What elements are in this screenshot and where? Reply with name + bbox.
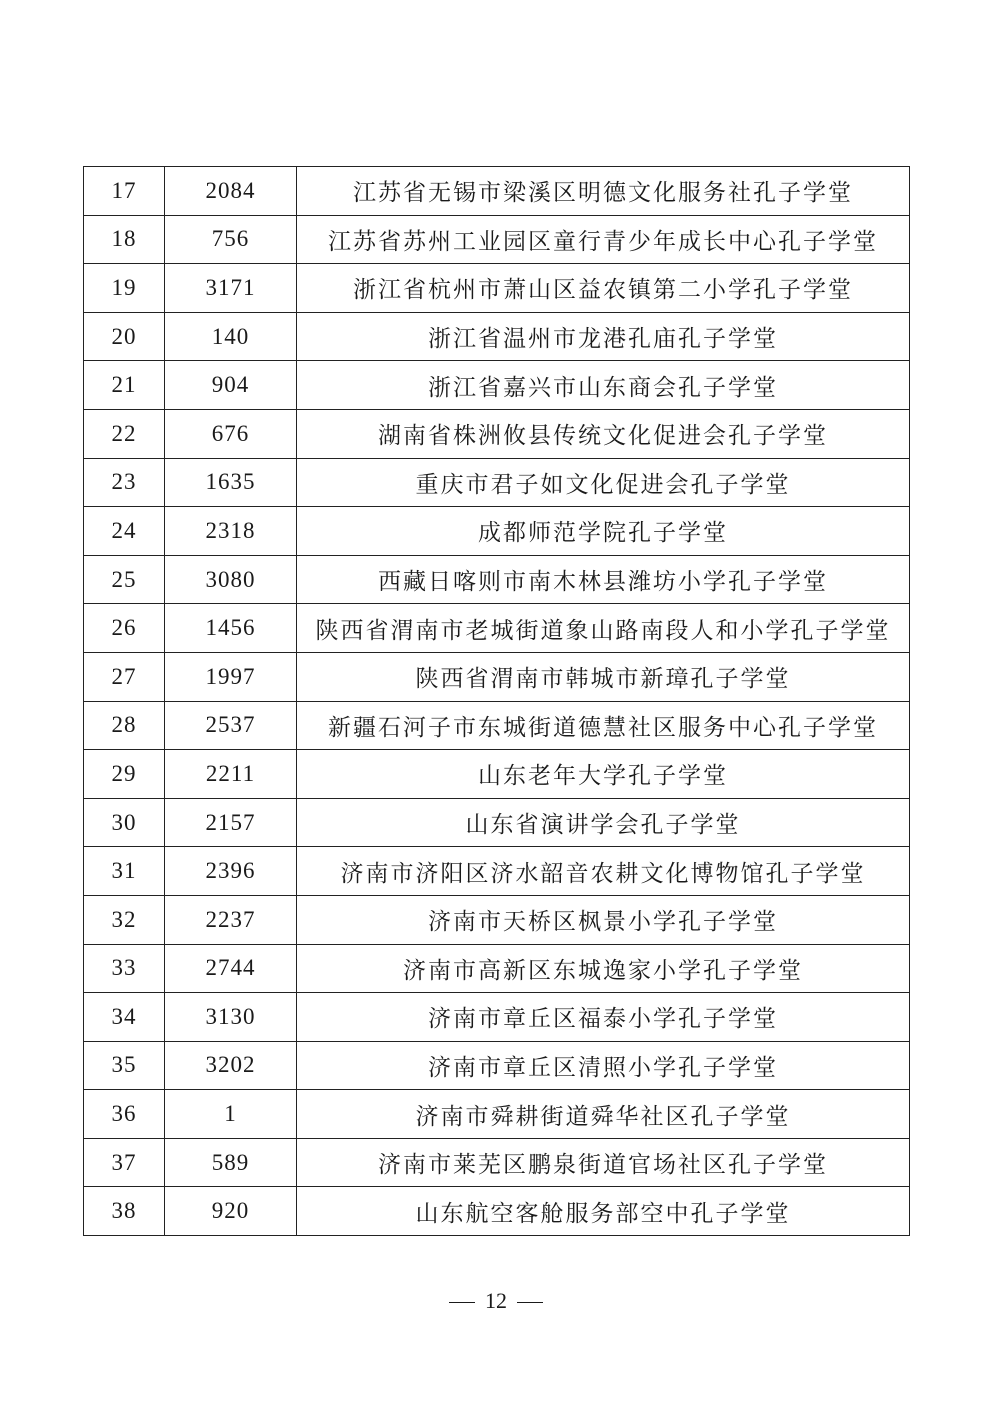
row-code: 2744 (165, 944, 297, 993)
row-code: 2318 (165, 507, 297, 556)
row-name: 山东老年大学孔子学堂 (297, 750, 910, 799)
table-row (84, 847, 910, 896)
table-row (84, 1187, 910, 1236)
row-number: 30 (84, 798, 165, 847)
row-number: 38 (84, 1187, 165, 1236)
row-name: 重庆市君子如文化促进会孔子学堂 (297, 458, 910, 507)
row-number: 31 (84, 847, 165, 896)
row-name: 西藏日喀则市南木林县潍坊小学孔子学堂 (297, 555, 910, 604)
table-row (84, 507, 910, 556)
row-name: 新疆石河子市东城街道德慧社区服务中心孔子学堂 (297, 701, 910, 750)
table-row (84, 993, 910, 1042)
row-number: 20 (84, 312, 165, 361)
table-row (84, 701, 910, 750)
row-number: 32 (84, 895, 165, 944)
page-number: 12 (485, 1288, 507, 1313)
row-code: 1 (165, 1090, 297, 1139)
row-number: 33 (84, 944, 165, 993)
row-name: 济南市章丘区福泰小学孔子学堂 (297, 993, 910, 1042)
row-name: 浙江省嘉兴市山东商会孔子学堂 (297, 361, 910, 410)
row-code: 3130 (165, 993, 297, 1042)
row-number: 23 (84, 458, 165, 507)
row-name: 济南市济阳区济水韶音农耕文化博物馆孔子学堂 (297, 847, 910, 896)
table-row (84, 167, 910, 216)
row-number: 22 (84, 409, 165, 458)
row-code: 589 (165, 1138, 297, 1187)
row-code: 676 (165, 409, 297, 458)
table-row (84, 312, 910, 361)
table-row (84, 944, 910, 993)
table-row (84, 1041, 910, 1090)
row-code: 2237 (165, 895, 297, 944)
row-name: 济南市舜耕街道舜华社区孔子学堂 (297, 1090, 910, 1139)
row-number: 26 (84, 604, 165, 653)
row-code: 2396 (165, 847, 297, 896)
row-number: 21 (84, 361, 165, 410)
table-row (84, 750, 910, 799)
row-number: 27 (84, 652, 165, 701)
table-row (84, 409, 910, 458)
row-code: 920 (165, 1187, 297, 1236)
row-number: 28 (84, 701, 165, 750)
table-row (84, 604, 910, 653)
row-name: 浙江省杭州市萧山区益农镇第二小学孔子学堂 (297, 264, 910, 313)
row-name: 陕西省渭南市老城街道象山路南段人和小学孔子学堂 (297, 604, 910, 653)
row-number: 29 (84, 750, 165, 799)
row-name: 江苏省苏州工业园区童行青少年成长中心孔子学堂 (297, 215, 910, 264)
table-row (84, 652, 910, 701)
row-code: 2084 (165, 167, 297, 216)
row-number: 24 (84, 507, 165, 556)
table-row (84, 361, 910, 410)
row-code: 3202 (165, 1041, 297, 1090)
table-row (84, 1138, 910, 1187)
row-code: 3171 (165, 264, 297, 313)
row-code: 2211 (165, 750, 297, 799)
left-dash (449, 1302, 475, 1303)
row-name: 山东省演讲学会孔子学堂 (297, 798, 910, 847)
row-number: 18 (84, 215, 165, 264)
row-name: 江苏省无锡市梁溪区明德文化服务社孔子学堂 (297, 167, 910, 216)
row-code: 140 (165, 312, 297, 361)
row-code: 1997 (165, 652, 297, 701)
row-name: 济南市章丘区清照小学孔子学堂 (297, 1041, 910, 1090)
row-number: 19 (84, 264, 165, 313)
row-number: 17 (84, 167, 165, 216)
table-body (84, 167, 910, 1236)
right-dash (517, 1302, 543, 1303)
row-code: 756 (165, 215, 297, 264)
row-number: 25 (84, 555, 165, 604)
table-row (84, 555, 910, 604)
row-name: 陕西省渭南市韩城市新璋孔子学堂 (297, 652, 910, 701)
row-code: 904 (165, 361, 297, 410)
row-name: 济南市莱芜区鹏泉街道官场社区孔子学堂 (297, 1138, 910, 1187)
table-row (84, 798, 910, 847)
row-code: 2537 (165, 701, 297, 750)
row-code: 2157 (165, 798, 297, 847)
row-code: 1635 (165, 458, 297, 507)
row-number: 37 (84, 1138, 165, 1187)
table-row (84, 458, 910, 507)
row-name: 湖南省株洲攸县传统文化促进会孔子学堂 (297, 409, 910, 458)
row-name: 济南市高新区东城逸家小学孔子学堂 (297, 944, 910, 993)
institution-table (83, 166, 910, 1236)
table-row (84, 1090, 910, 1139)
table-row (84, 264, 910, 313)
row-name: 山东航空客舱服务部空中孔子学堂 (297, 1187, 910, 1236)
page-footer (0, 1288, 992, 1314)
row-code: 1456 (165, 604, 297, 653)
row-number: 36 (84, 1090, 165, 1139)
row-number: 34 (84, 993, 165, 1042)
row-code: 3080 (165, 555, 297, 604)
row-name: 浙江省温州市龙港孔庙孔子学堂 (297, 312, 910, 361)
table-row (84, 215, 910, 264)
table-row (84, 895, 910, 944)
row-name: 济南市天桥区枫景小学孔子学堂 (297, 895, 910, 944)
row-number: 35 (84, 1041, 165, 1090)
row-name: 成都师范学院孔子学堂 (297, 507, 910, 556)
